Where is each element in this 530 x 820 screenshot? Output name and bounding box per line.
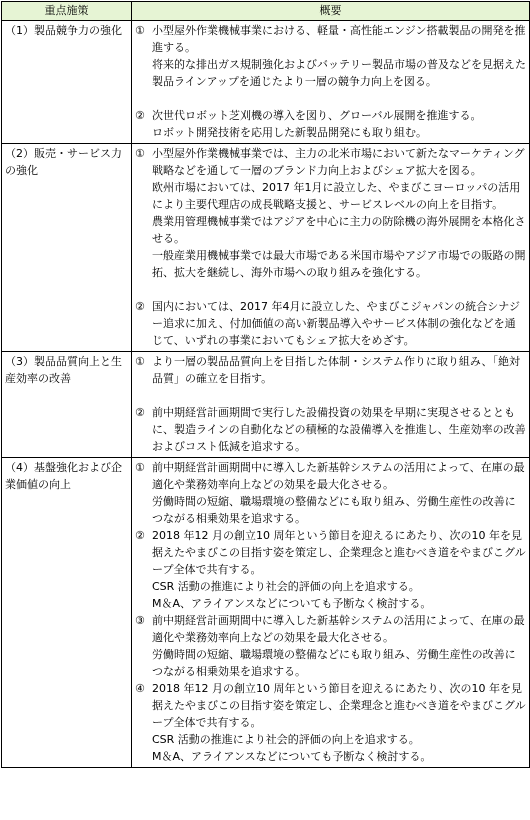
item-paragraph: 2018 年12 月の創立10 周年という節目を迎えるにあたり、次の10 年を見据えたやまびこの目指す姿を策定し、企業理念と進むべき道をやまびこグループ全体で共有する。 bbox=[152, 529, 526, 576]
table-row bbox=[2, 144, 530, 352]
header-row bbox=[2, 2, 530, 21]
measure-cell: （4）基盤強化および企業価値の向上 bbox=[2, 458, 132, 768]
item-paragraph: 欧州市場においては、2017 年1月に設立した、やまびこヨーロッパの活用により主要代理店の成長戦略支援と、サービスレベルの向上を目指す。 bbox=[152, 181, 521, 211]
summary-item bbox=[135, 107, 526, 141]
item-paragraph: CSR 活動の推進により社会的評価の向上を追求する。 bbox=[152, 733, 420, 746]
item-paragraph: CSR 活動の推進により社会的評価の向上を追求する。 bbox=[152, 580, 420, 593]
item-number: ② bbox=[135, 300, 145, 313]
item-paragraph: 一般産業用機械事業では最大市場である米国市場やアジア市場での販路の開拓、拡大を継続し、海外市場への取り組みを強化する。 bbox=[152, 249, 526, 279]
item-paragraph: 将来的な排出ガス規制強化およびバッテリー製品市場の普及などを見据えた製品ラインアップを通じたより一層の競争力向上を図る。 bbox=[152, 58, 526, 88]
summary-item bbox=[135, 612, 526, 680]
summary-item bbox=[135, 145, 526, 281]
measure-cell: （2）販売・サービス力の強化 bbox=[2, 144, 132, 352]
strategy-table bbox=[1, 1, 530, 768]
item-number: ① bbox=[135, 24, 145, 37]
summary-item bbox=[135, 22, 526, 90]
item-paragraph: 農業用管理機械事業ではアジアを中心に主力の防除機の海外展開を本格化させる。 bbox=[152, 215, 526, 245]
item-paragraph: M＆A、アライアンスなどについても予断なく検討する。 bbox=[152, 750, 432, 763]
item-number: ① bbox=[135, 461, 145, 474]
item-number: ④ bbox=[135, 682, 145, 695]
item-paragraph: 前中期経営計画期間で実行した設備投資の効果を早期に実現させるとともに、製造ラインの自動化などの積極的な設備導入を推進し、生産効率の改善およびコスト低減を追求する。 bbox=[152, 406, 526, 453]
summary-item bbox=[135, 680, 526, 765]
item-paragraph: 次世代ロボット芝刈機の導入を図り、グローバル展開を推進する。 bbox=[152, 109, 482, 122]
item-paragraph: 労働時間の短縮、職場環境の整備などにも取り組み、労働生産性の改善につながる相乗効果を追求する。 bbox=[152, 495, 516, 525]
item-paragraph: ロボット開発技術を応用した新製品開発にも取り組む。 bbox=[152, 126, 427, 139]
summary-cell bbox=[132, 144, 530, 352]
item-paragraph: M＆A、アライアンスなどについても予断なく検討する。 bbox=[152, 597, 432, 610]
item-spacer bbox=[135, 90, 526, 107]
item-number: ① bbox=[135, 147, 145, 160]
table-row bbox=[2, 352, 530, 458]
item-paragraph: 前中期経営計画期間中に導入した新基幹システムの活用によって、在庫の最適化や業務効率向上などの効果を最大化させる。 bbox=[152, 614, 525, 644]
item-number: ② bbox=[135, 529, 145, 542]
summary-item bbox=[135, 298, 526, 349]
measure-cell: （3）製品品質向上と生産効率の改善 bbox=[2, 352, 132, 458]
item-paragraph: より一層の製品品質向上を目指した体制・システム作りに取り組み、「絶対品質」の確立を目指す。 bbox=[152, 355, 521, 385]
item-spacer bbox=[135, 387, 526, 404]
summary-item bbox=[135, 353, 526, 387]
summary-item bbox=[135, 404, 526, 455]
summary-cell bbox=[132, 352, 530, 458]
item-number: ② bbox=[135, 109, 145, 122]
table-row bbox=[2, 458, 530, 768]
table-row bbox=[2, 21, 530, 144]
item-paragraph: 2018 年12 月の創立10 周年という節目を迎えるにあたり、次の10 年を見据えたやまびこの目指す姿を策定し、企業理念と進むべき道をやまびこグループ全体で共有する。 bbox=[152, 682, 526, 729]
item-spacer bbox=[135, 281, 526, 298]
header-summary: 概要 bbox=[132, 2, 530, 21]
item-paragraph: 小型屋外作業機械事業における、軽量・高性能エンジン搭載製品の開発を推進する。 bbox=[152, 24, 526, 54]
summary-cell bbox=[132, 458, 530, 768]
item-paragraph: 労働時間の短縮、職場環境の整備などにも取り組み、労働生産性の改善につながる相乗効果を追求する。 bbox=[152, 648, 516, 678]
summary-cell bbox=[132, 21, 530, 144]
header-measure: 重点施策 bbox=[2, 2, 132, 21]
summary-item bbox=[135, 459, 526, 527]
item-number: ③ bbox=[135, 614, 145, 627]
item-paragraph: 小型屋外作業機械事業では、主力の北米市場において新たなマーケティング戦略などを通して一層のブランド力向上およびシェア拡大を図る。 bbox=[152, 147, 525, 177]
item-number: ① bbox=[135, 355, 145, 368]
item-paragraph: 国内においては、2017 年4月に設立した、やまびこジャパンの統合シナジー追求に加え、付加価値の高い新製品導入やサービス体制の強化などを通じて、いずれの事業においてもシェア拡大をめざす。 bbox=[152, 300, 521, 347]
item-number: ② bbox=[135, 406, 145, 419]
summary-item bbox=[135, 527, 526, 612]
measure-cell: （1）製品競争力の強化 bbox=[2, 21, 132, 144]
item-paragraph: 前中期経営計画期間中に導入した新基幹システムの活用によって、在庫の最適化や業務効率向上などの効果を最大化させる。 bbox=[152, 461, 525, 491]
